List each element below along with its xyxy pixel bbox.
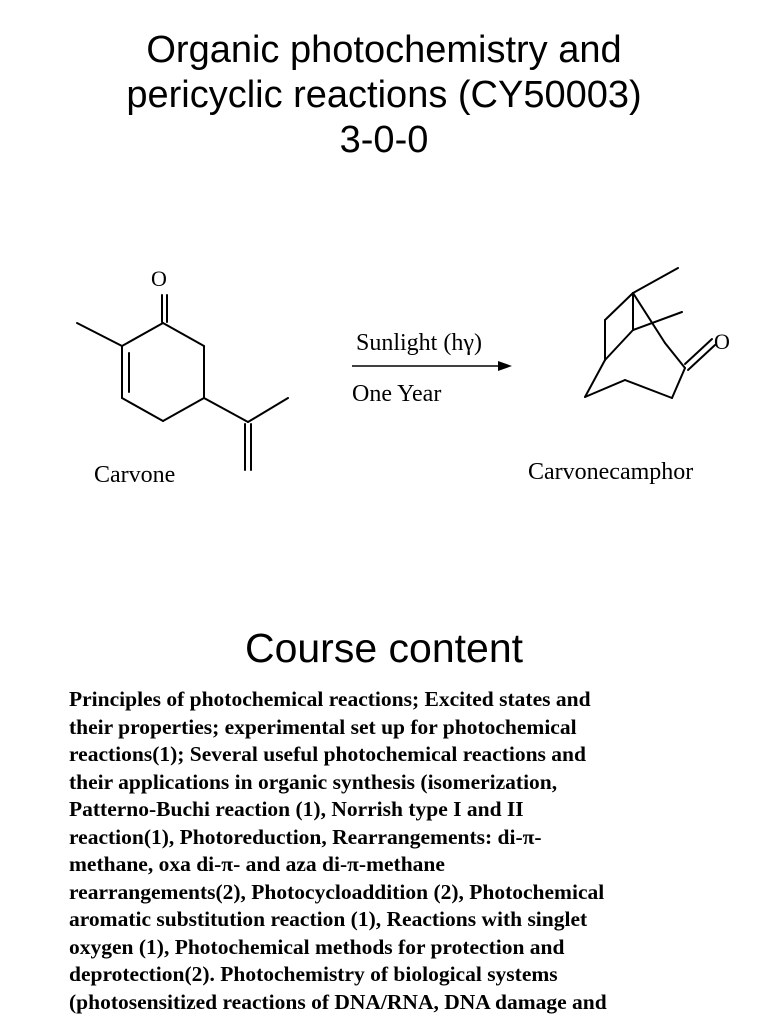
bridge-bond-3 — [585, 360, 605, 397]
bridge-bond-7 — [633, 293, 665, 343]
methyl-bond — [77, 323, 122, 346]
ring-bond-2 — [163, 323, 204, 346]
bridge-bond-9 — [672, 368, 685, 398]
course-line: (photosensitized reactions of DNA/RNA, DNA damage and — [69, 989, 607, 1014]
course-line: Patterno-Buchi reaction (1), Norrish type I and II — [69, 797, 524, 821]
reaction-condition-top: Sunlight (hγ) — [356, 330, 482, 356]
slide-title-line-2: pericyclic reactions (CY50003) — [126, 74, 642, 116]
course-line: rearrangements(2), Photocycloaddition (2), Photochemical — [69, 879, 605, 904]
ring-bond-4 — [122, 398, 163, 421]
isopropenyl-bond — [204, 398, 248, 422]
slide-title-line-1: Organic photochemistry and — [146, 29, 622, 71]
reaction-scheme-drawing — [0, 250, 768, 500]
course-line: deprotection(2). Photochemistry of biological systems — [69, 962, 558, 986]
carvonecamphor-oxygen-label: O — [714, 329, 730, 354]
course-line: methane, oxa di-π- and aza di-π-methane — [69, 852, 445, 876]
carvonecamphor-structure — [585, 268, 715, 398]
carvone-label: Carvone — [94, 462, 176, 488]
section-title-course-content: Course content — [244, 625, 524, 671]
bridge-bond-4 — [585, 380, 625, 397]
bridge-bond-6 — [605, 330, 633, 360]
bridge-methyl-bond — [633, 268, 678, 293]
course-line: their applications in organic synthesis (isomerization, — [69, 769, 558, 794]
course-line: aromatic substitution reaction (1), Reactions with singlet — [69, 907, 588, 931]
bridge-bond-8 — [665, 343, 685, 368]
course-line: their properties; experimental set up for photochemical — [69, 714, 577, 739]
ring-bond-1 — [122, 323, 163, 346]
carvonecamphor-label: Carvonecamphor — [528, 459, 694, 485]
reaction-scheme — [0, 250, 768, 500]
course-line: Principles of photochemical reactions; Excited states and — [69, 687, 591, 711]
bridge-bond-1 — [605, 293, 633, 320]
carvone-structure — [77, 295, 288, 470]
course-line: reaction(1), Photoreduction, Rearrangements: di-π- — [69, 824, 542, 849]
quaternary-methyl-bond — [633, 312, 682, 330]
bridge-bond-10 — [625, 380, 672, 398]
reaction-condition-bottom: One Year — [352, 381, 442, 407]
slide-title — [0, 28, 768, 163]
course-line: reactions(1); Several useful photochemical reactions and — [69, 742, 586, 766]
ring-bond-5 — [163, 398, 204, 421]
reaction-arrow — [352, 361, 512, 371]
course-content-text — [69, 686, 749, 1016]
slide-title-line-3: 3-0-0 — [339, 119, 429, 161]
course-line: oxygen (1), Photochemical methods for protection and — [69, 934, 565, 959]
carvone-oxygen-label: O — [151, 266, 167, 291]
isopropenyl-methyl-bond — [248, 398, 288, 422]
